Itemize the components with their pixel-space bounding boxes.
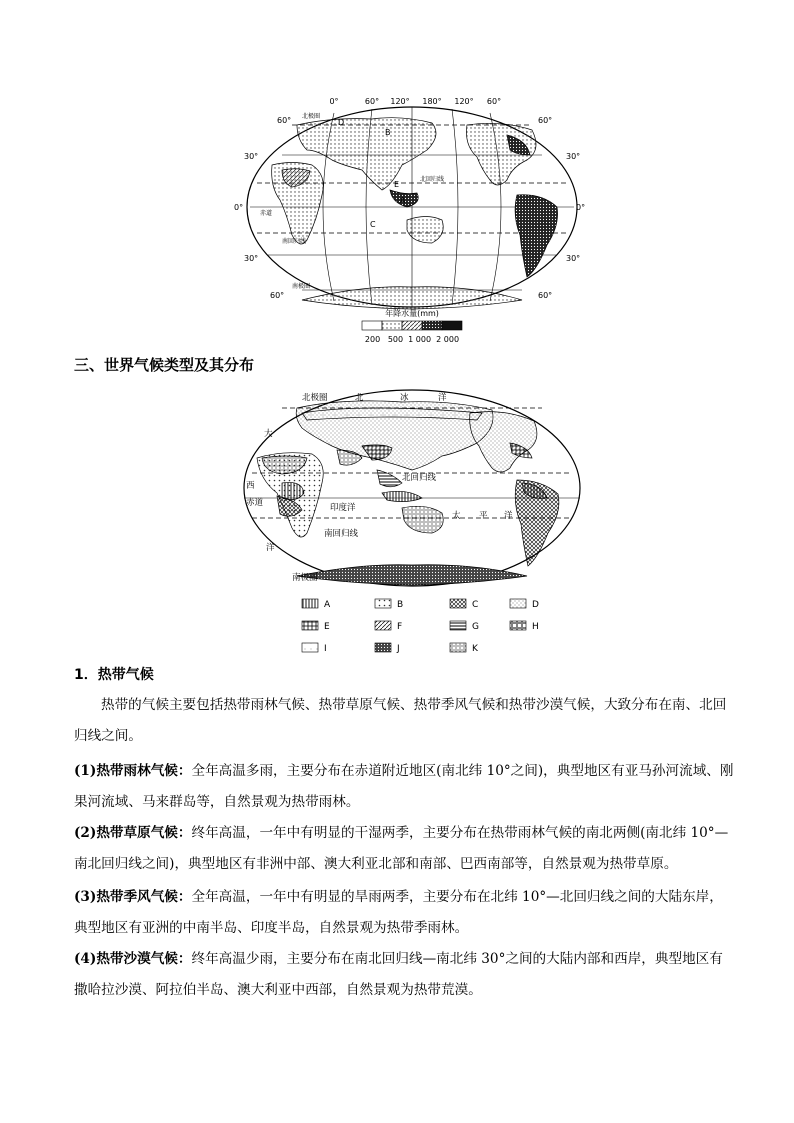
tropic-s-label: 南回归线 <box>282 238 307 245</box>
lon-label: 120° <box>454 97 474 106</box>
letter-d: D <box>338 118 345 127</box>
svg-text:G: G <box>472 622 479 632</box>
lon-label: 60° <box>486 97 502 106</box>
precip-legend-bar <box>362 321 462 330</box>
climate-item <box>74 818 734 880</box>
label-ice: 冰 <box>400 393 409 403</box>
legend-item <box>510 621 539 632</box>
legend-item <box>375 621 402 632</box>
equator-label: 赤道 <box>260 210 273 217</box>
lat-label: 60° <box>538 116 553 125</box>
label-equator: 赤道 <box>246 498 264 508</box>
legend-item <box>375 599 403 610</box>
lat-label: 60° <box>277 116 292 125</box>
longitude-labels <box>329 97 501 106</box>
climate-item <box>74 756 734 818</box>
climate-legend <box>302 599 539 654</box>
lat-label: 0° <box>576 203 586 212</box>
climate-map-svg <box>242 388 582 658</box>
lon-label: 60° <box>364 97 380 106</box>
label-tropic-n: 北回归线 <box>402 473 437 483</box>
climate-item-head: (1)热带雨林气候： <box>74 763 192 779</box>
legend-item <box>302 621 330 632</box>
climate-item-head: (2)热带草原气候： <box>74 825 192 841</box>
precipitation-map <box>234 95 586 345</box>
letter-e: E <box>394 180 400 189</box>
legend-item <box>510 599 539 610</box>
svg-text:D: D <box>532 600 539 610</box>
letter-b: B <box>385 128 391 137</box>
legend-title: 年降水量(mm) <box>385 309 439 318</box>
legend-item <box>450 621 479 632</box>
climate-item-body: 终年高温少雨，主要分布在南北回归线—南北纬 30°之间的大陆内部和西岸，典型地区有撒哈拉沙漠、阿拉伯半岛、澳大利亚中西部，自然景观为热带荒漠。 <box>74 951 723 998</box>
svg-text:F: F <box>397 622 403 632</box>
label-arctic-circle: 北极圈 <box>302 393 328 403</box>
lon-label: 180° <box>422 97 442 106</box>
lat-label: 30° <box>566 152 581 161</box>
intro-paragraph: 热带的气候主要包括热带雨林气候、热带草原气候、热带季风气候和热带沙漠气候，大致分布在南、北回归线之间。 <box>74 697 727 744</box>
label-pacific: 洋 <box>504 511 513 521</box>
lat-label: 30° <box>244 152 259 161</box>
letter-c: C <box>370 220 376 229</box>
arctic-circle-label: 北极圈 <box>302 113 321 120</box>
svg-text:J: J <box>397 644 400 654</box>
lat-label: 60° <box>538 291 553 300</box>
label-atlantic: 洋 <box>266 543 275 553</box>
climate-item <box>74 944 734 1006</box>
legend-item <box>450 599 478 610</box>
lat-label: 60° <box>270 291 285 300</box>
lat-label: 30° <box>244 254 259 263</box>
svg-text:I: I <box>324 644 327 654</box>
tropic-n-label: 北回归线 <box>420 176 445 183</box>
climate-item-head: (3)热带季风气候： <box>74 889 192 905</box>
lon-label: 120° <box>390 97 410 106</box>
lon-label: 0° <box>329 97 339 106</box>
svg-text:E: E <box>324 622 330 632</box>
label-pacific: 太 <box>452 511 461 521</box>
lat-label: 30° <box>566 254 581 263</box>
climate-item-body: 全年高温，一年中有明显的旱雨两季，主要分布在北纬 10°—北回归线之间的大陆东岸，典型地区有亚洲的中南半岛、印度半岛，自然景观为热带季雨林。 <box>74 889 723 936</box>
svg-text:H: H <box>532 622 539 632</box>
precipitation-map-svg <box>234 95 586 345</box>
climate-map <box>242 388 582 658</box>
letter-a: A <box>400 196 406 205</box>
climate-item-body: 全年高温多雨，主要分布在赤道附近地区(南北纬 10°之间)，典型地区有亚马孙河流域、刚果河流域、马来群岛等，自然景观为热带雨林。 <box>74 763 734 810</box>
svg-text:B: B <box>397 600 404 610</box>
label-indian-ocean: 印度洋 <box>330 503 356 513</box>
subsection-title: 1．热带气候 <box>74 667 154 683</box>
label-atlantic: 大 <box>264 429 273 439</box>
climate-item-head: (4)热带沙漠气候： <box>74 951 192 967</box>
svg-text:A: A <box>324 600 331 610</box>
label-atlantic: 西 <box>246 481 255 491</box>
lat-label: 0° <box>234 203 244 212</box>
label-antarctic-circle: 南极圈 <box>292 573 318 583</box>
svg-text:C: C <box>472 600 479 610</box>
legend-item <box>375 643 400 654</box>
label-ocean: 洋 <box>438 393 447 403</box>
legend-item <box>302 599 331 610</box>
antarctic-circle-label: 南极圈 <box>292 283 311 290</box>
label-tropic-s: 南回归线 <box>324 529 359 539</box>
label-pacific: 平 <box>479 511 488 521</box>
climate-item <box>74 882 734 944</box>
legend-item <box>302 643 327 654</box>
legend-ticks: 200 500 1 000 2 000 <box>364 335 460 344</box>
climate-item-body: 终年高温，一年中有明显的干湿两季，主要分布在热带雨林气候的南北两侧(南北纬 10°—南北回归线之间)，典型地区有非洲中部、澳大利亚北部和南部、巴西南部等，自然景观为热带草原。 <box>74 825 729 872</box>
svg-text:K: K <box>472 644 478 654</box>
section-title: 三、世界气候类型及其分布 <box>74 356 255 374</box>
legend-item <box>450 643 479 654</box>
label-north: 北 <box>355 393 364 403</box>
